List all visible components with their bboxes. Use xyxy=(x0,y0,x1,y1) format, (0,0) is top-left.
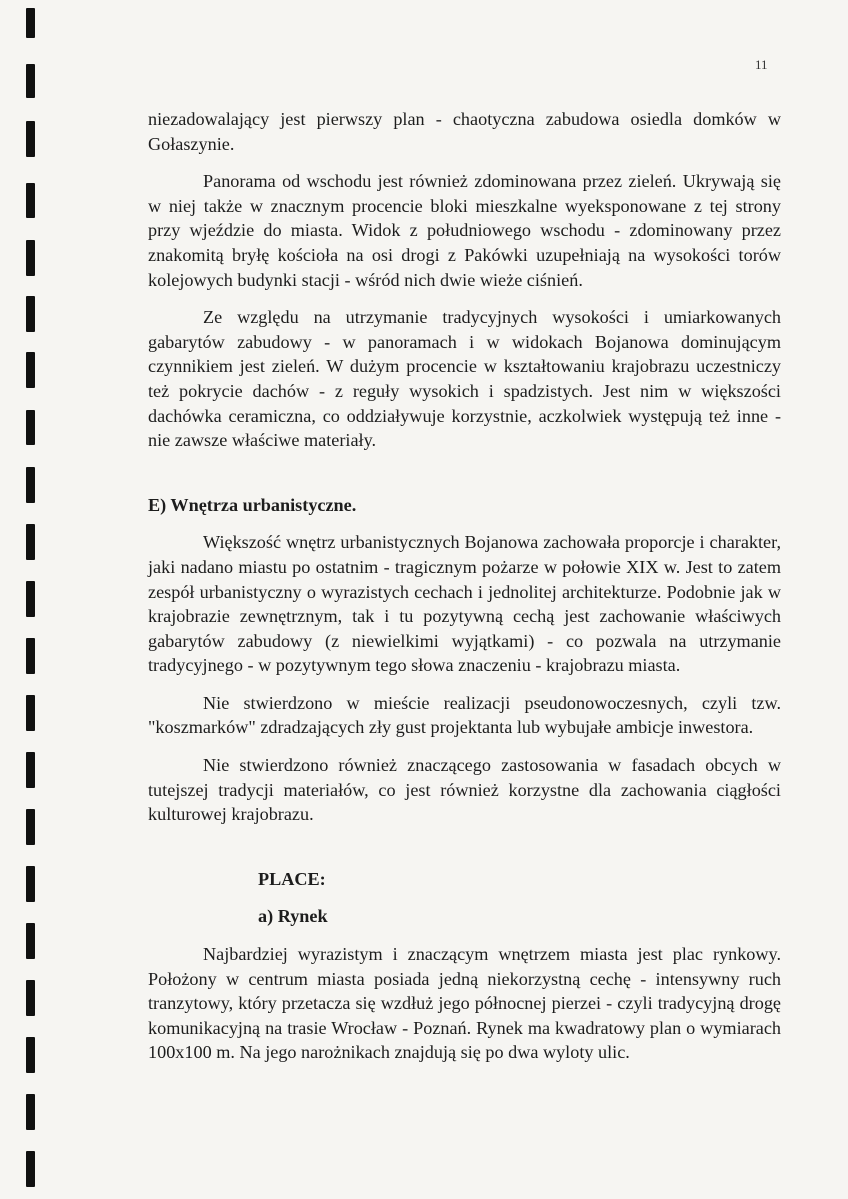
paragraph: Nie stwierdzono w mieście realizacji pseudonowoczesnych, czyli tzw. "koszmarków" zdradzających zły gust projektanta lub wybujałe ambicje inwestora. xyxy=(148,692,781,738)
binding-mark xyxy=(26,121,35,157)
subsection-heading: a) Rynek xyxy=(258,906,328,927)
binding-holes xyxy=(0,0,40,1199)
binding-mark xyxy=(26,809,35,845)
binding-mark xyxy=(26,638,35,674)
binding-mark xyxy=(26,1151,35,1187)
section-heading: E) Wnętrza urbanistyczne. xyxy=(148,494,357,515)
binding-mark xyxy=(26,581,35,617)
paragraph: Ze względu na utrzymanie tradycyjnych wysokości i umiarkowanych gabarytów zabudowy - w panoramach i w widokach Bojanowa dominującym czynnikiem jest zieleń. W dużym procencie w kształtowaniu krajobrazu uczestniczy też pokrycie dachów - z reguły wysokich i spadzistych. Jest nim w większości dachówka ceramiczna, co oddziaływuje korzystnie, aczkolwiek występują też inne - nie zawsze właściwe materiały. xyxy=(148,307,781,451)
binding-mark xyxy=(26,240,35,276)
binding-mark xyxy=(26,410,35,445)
paragraph: Najbardziej wyrazistym i znaczącym wnętrzem miasta jest plac rynkowy. Położony w centrum miasta posiada jedną niekorzystną cechę - intensywny ruch tranzytowy, który przetacza się wzdłuż jego północnej pierzei - czyli tradycyjną drogę komunikacyjną na trasie Wrocław - Poznań. Rynek ma kwadratowy plan o wymiarach 100x100 m. Na jego narożnikach znajdują się po dwa wyloty ulic. xyxy=(148,944,781,1063)
binding-mark xyxy=(26,183,35,218)
binding-mark xyxy=(26,296,35,332)
binding-mark xyxy=(26,752,35,788)
binding-mark xyxy=(26,923,35,959)
binding-mark xyxy=(26,1094,35,1130)
binding-mark xyxy=(26,64,35,98)
binding-mark xyxy=(26,866,35,902)
paragraph: Panorama od wschodu jest również zdominowana przez zieleń. Ukrywają się w niej także w znacznym procencie bloki mieszkalne wyeksponowane z tej strony przy wjeździe do miasta. Widok z południowego wschodu - zdominowany przez znakomitą bryłę kościoła na osi drogi z Pakówki uzupełniają na wysokości torów kolejowych budynki stacji - wśród nich dwie wieże ciśnień. xyxy=(148,171,781,290)
subsection-heading: PLACE: xyxy=(258,868,326,889)
binding-mark xyxy=(26,524,35,560)
paragraph: Większość wnętrz urbanistycznych Bojanowa zachowała proporcje i charakter, jaki nadano miastu po ostatnim - tragicznym pożarze w połowie XIX w. Jest to zatem zespół urbanistyczny o wyrazistych cechach i jednolitej architekturze. Podobnie jak w krajobrazie zewnętrznym, tak i tu pozytywną cechą jest zachowanie właściwych gabarytów zabudowy (z niewielkimi wyjątkami) - co pozwala na utrzymanie tradycyjnego - w pozytywnym tego słowa znaczeniu - krajobrazu miasta. xyxy=(148,532,781,676)
binding-mark xyxy=(26,8,35,38)
paragraph: Nie stwierdzono również znaczącego zastosowania w fasadach obcych w tutejszej tradycji materiałów, co jest również korzystne dla zachowania ciągłości kulturowej krajobrazu. xyxy=(148,755,781,825)
binding-mark xyxy=(26,352,35,388)
paragraph: niezadowalający jest pierwszy plan - chaotyczna zabudowa osiedla domków w Gołaszynie. xyxy=(148,109,781,154)
binding-mark xyxy=(26,467,35,503)
document-body xyxy=(148,107,781,1065)
binding-mark xyxy=(26,1037,35,1073)
page-number: 11 xyxy=(755,57,768,72)
binding-mark xyxy=(26,980,35,1016)
binding-mark xyxy=(26,695,35,731)
